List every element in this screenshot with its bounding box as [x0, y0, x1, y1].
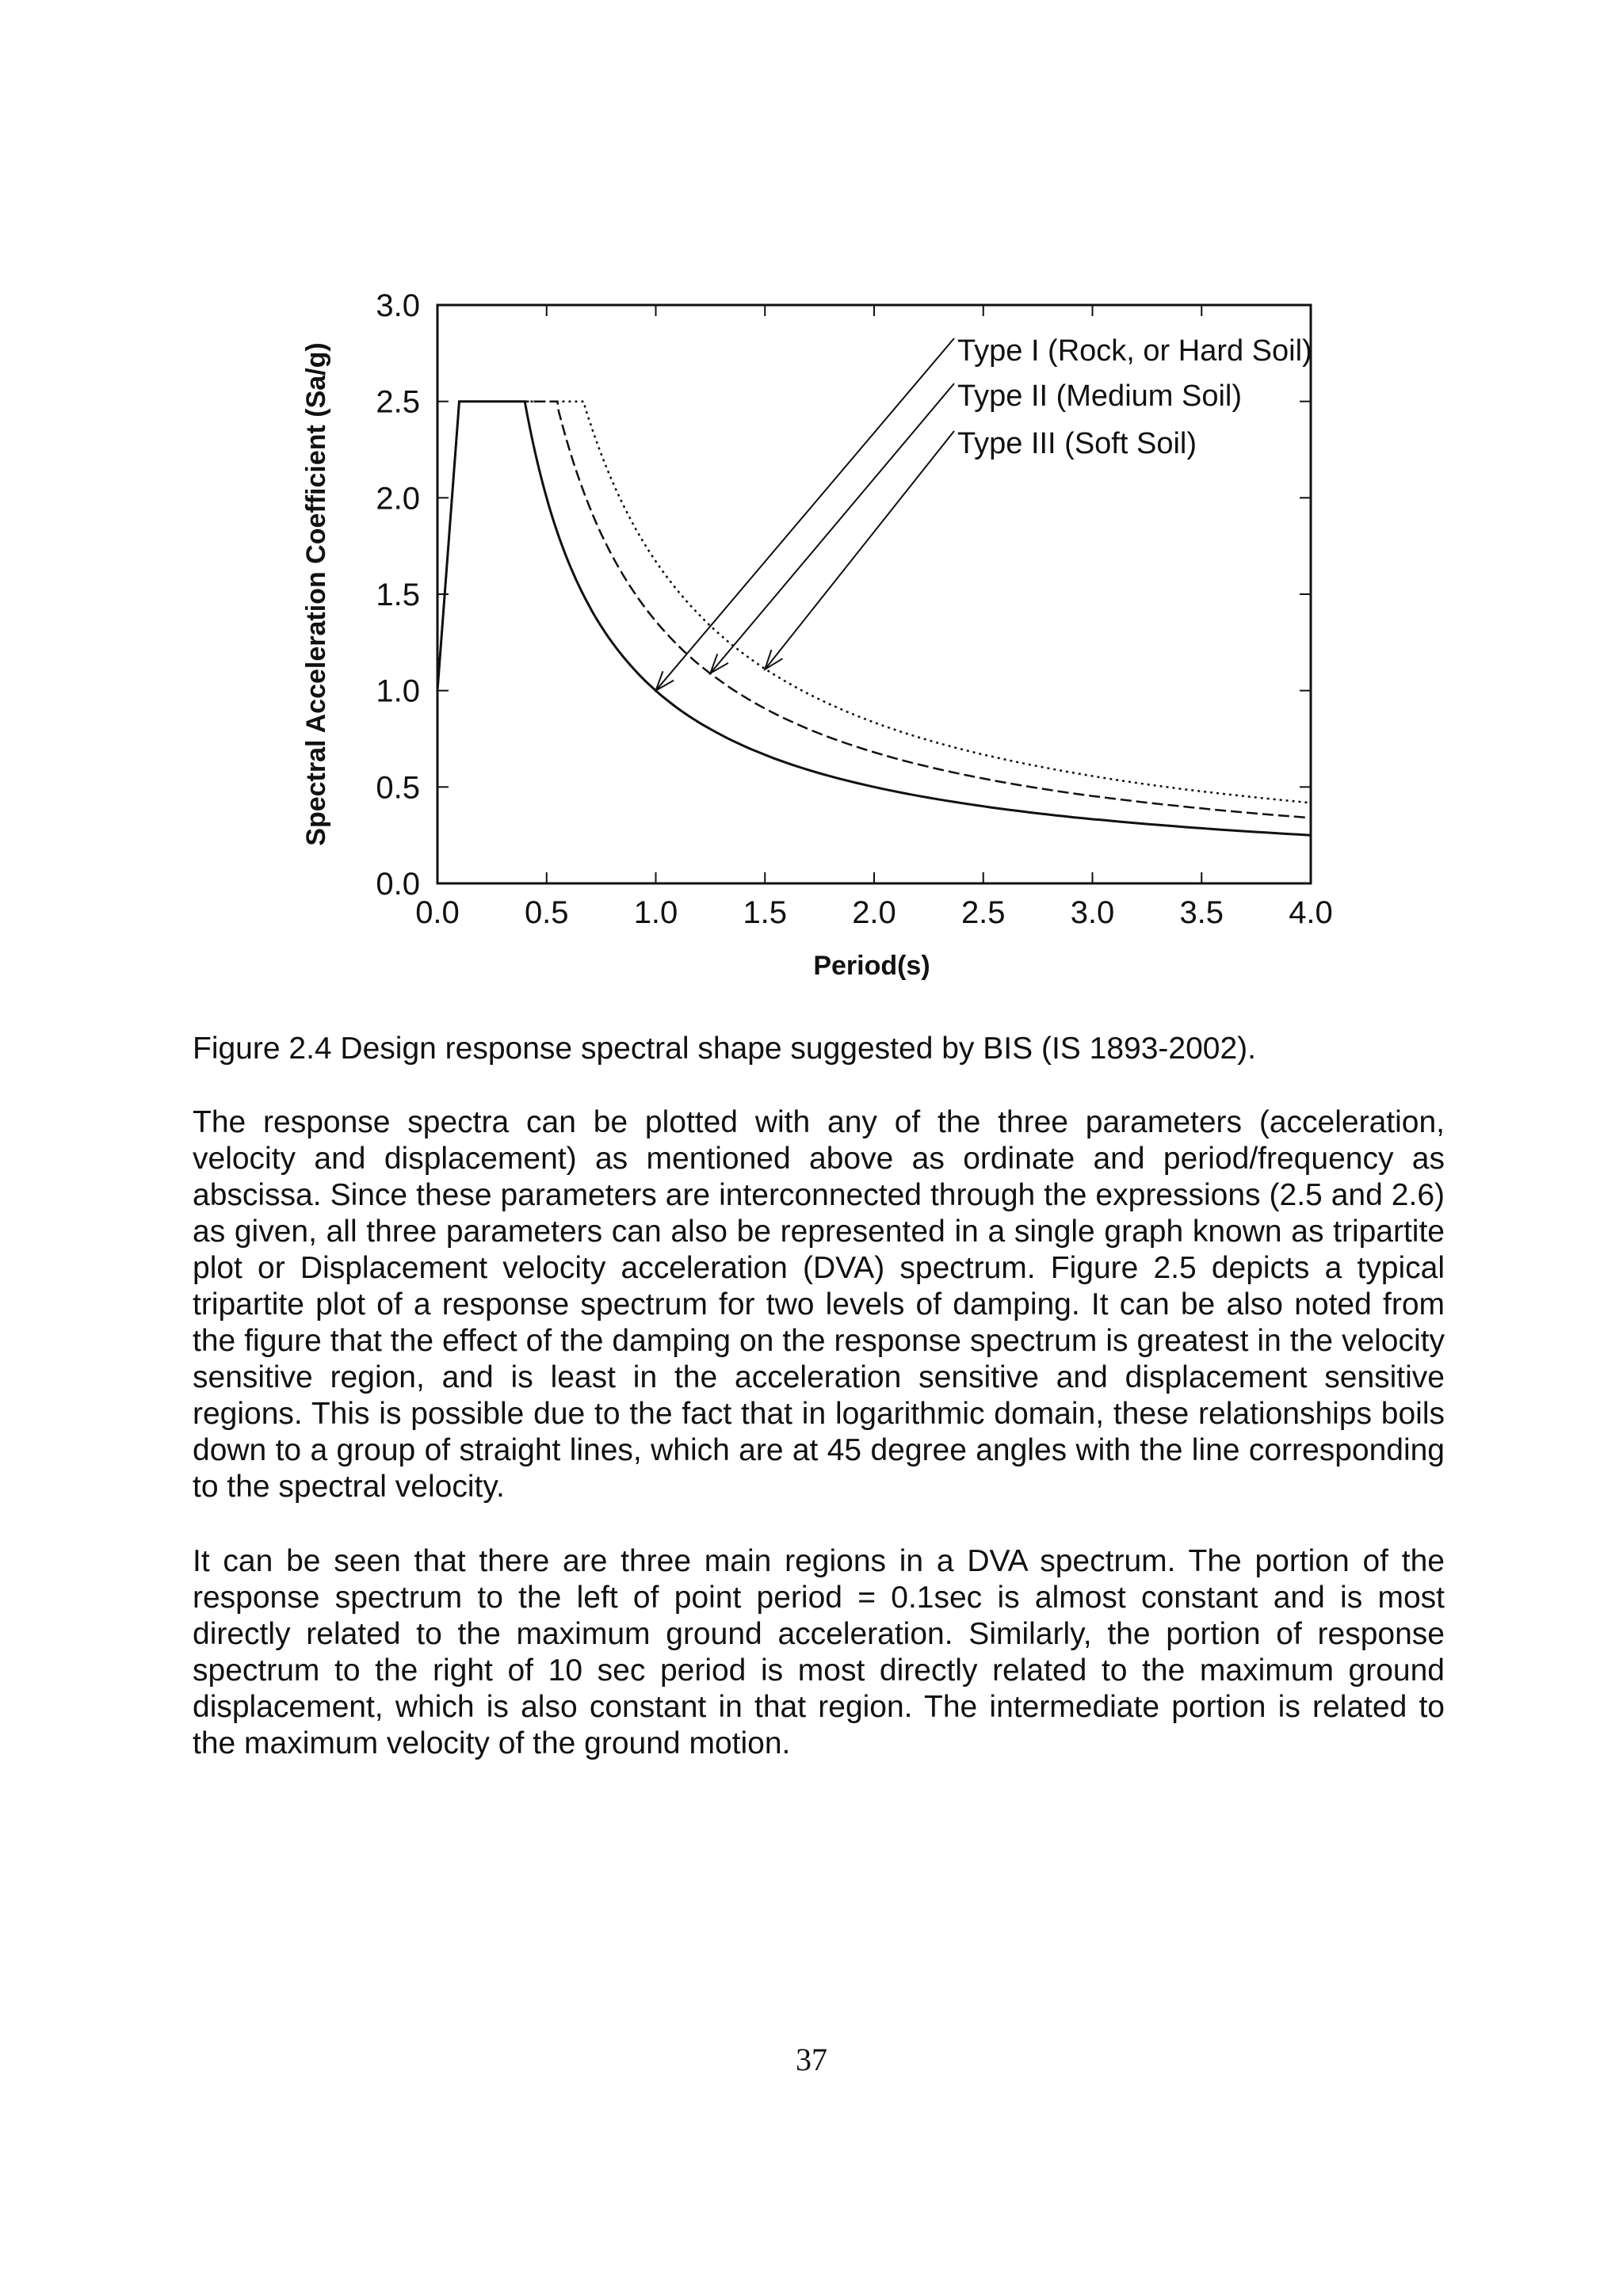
x-tick-label: 3.5: [1179, 895, 1224, 930]
y-tick-label: 0.5: [376, 770, 420, 806]
y-tick-label: 1.5: [376, 578, 420, 612]
legend-entry-type-2: Type II (Medium Soil): [957, 379, 1242, 413]
paragraph-dva-spectrum: The response spectra can be plotted with any of the three parameters (acceleration, velocity and displacement) as mentioned above as ordinate and period/frequency as abscissa. Since these parameters are interconnected through the expressions (2.5 and 2.6) as given, all three parameters can also be represented in a single graph known as tripartite plot or Displacement velocity acceleration (DVA) spectrum. Figure 2.5 depicts a typical tripartite plot of a response spectrum for two levels of damping. It can be also noted from the figure that the effect of the damping on the response spectrum is greatest in the velocity sensitive region, and is least in the acceleration sensitive and displacement sensitive regions. This is possible due to the fact that in logarithmic domain, these relationships boils down to a group of straight lines, which are at 45 degree angles with the line corresponding to the spectral velocity.: [193, 1105, 1445, 1504]
x-tick-label: 1.5: [743, 895, 788, 930]
x-axis-title: Period(s): [813, 951, 930, 981]
page-number: 37: [796, 2042, 827, 2077]
x-tick-label: 2.0: [852, 895, 896, 930]
response-spectrum-chart: [0, 0, 1623, 998]
x-tick-label: 0.0: [415, 895, 460, 930]
legend-pointer-type-1: [656, 338, 955, 691]
x-tick-label: 2.5: [960, 895, 1006, 930]
y-tick-label: 0.0: [376, 867, 420, 902]
figure-caption: Figure 2.4 Design response spectral shape suggested by BIS (IS 1893-2002).: [193, 1032, 1256, 1066]
x-tick-label: 3.0: [1070, 895, 1115, 930]
y-tick-label: 1.0: [376, 673, 420, 709]
y-axis-title: Spectral Acceleration Coefficient (Sa/g): [301, 342, 331, 846]
legend-pointer-type-3: [765, 431, 954, 669]
series-line-type-2: [437, 402, 1311, 818]
y-tick-label: 3.0: [376, 288, 420, 323]
y-tick-label: 2.0: [376, 481, 420, 517]
series-line-type-1: [437, 402, 1311, 835]
x-tick-label: 4.0: [1289, 895, 1333, 930]
response-spectrum-figure: [0, 0, 1623, 998]
legend-pointer-type-2: [710, 383, 954, 673]
paragraph-dva-regions: It can be seen that there are three main regions in a DVA spectrum. The portion of the response spectrum to the left of point period = 0.1sec is almost constant and is most directly related to the maximum ground acceleration. Similarly, the portion of response spectrum to the right of 10 sec period is most directly related to the maximum ground displacement, which is also constant in that region. The intermediate portion is related to the maximum velocity of the ground motion.: [193, 1544, 1445, 1760]
legend-entry-type-3: Type III (Soft Soil): [957, 427, 1197, 460]
y-tick-label: 2.5: [376, 384, 420, 420]
x-tick-label: 1.0: [633, 895, 678, 930]
series-line-type-3: [437, 402, 1311, 803]
x-tick-label: 0.5: [524, 895, 569, 930]
legend-entry-type-1: Type I (Rock, or Hard Soil): [957, 334, 1312, 368]
